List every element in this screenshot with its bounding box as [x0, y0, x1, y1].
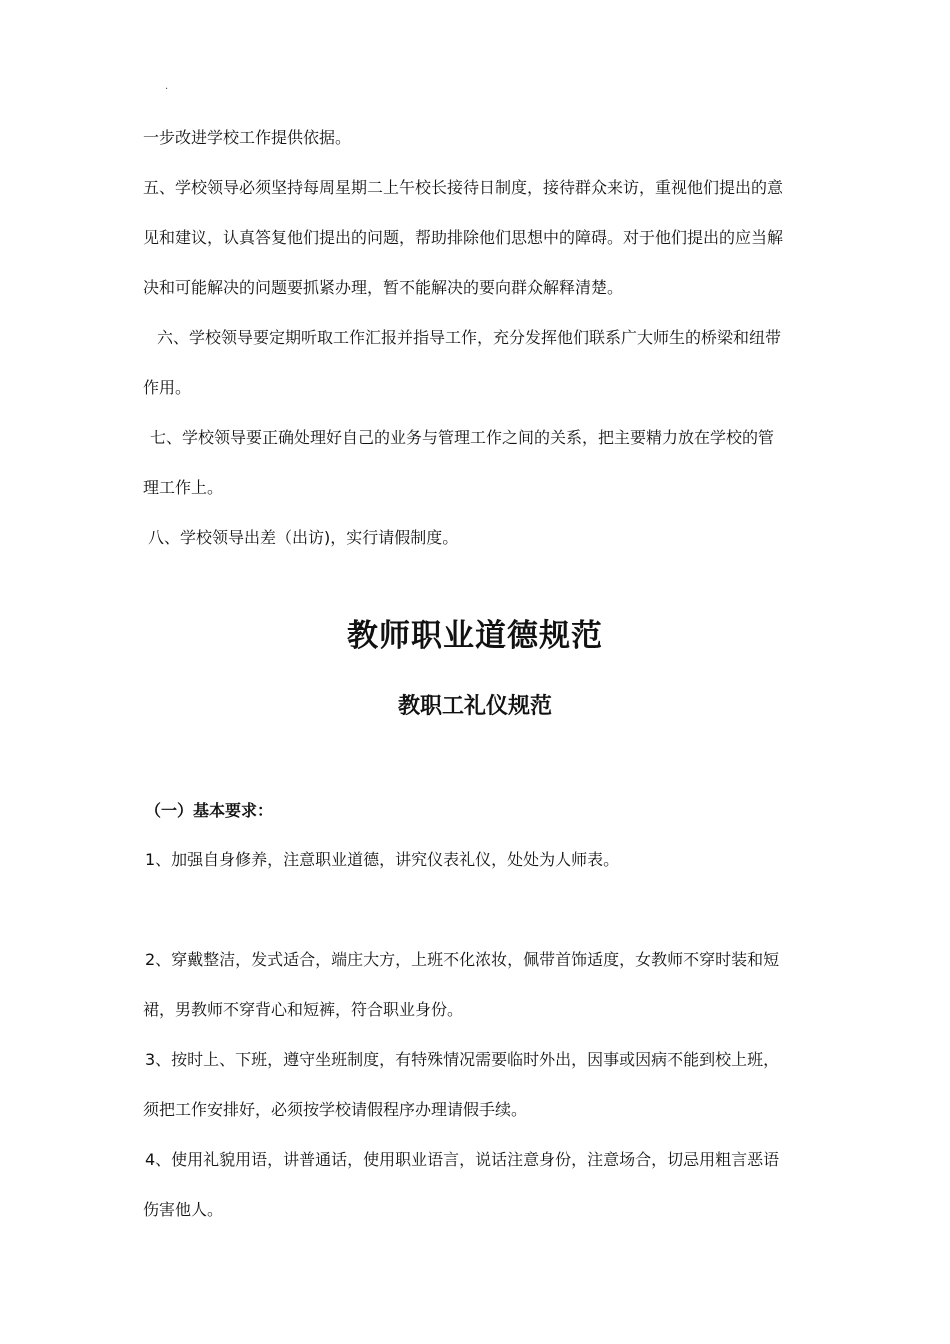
- paragraph-line: 见和建议，认真答复他们提出的问题，帮助排除他们思想中的障碍。对于他们提出的应当解: [143, 228, 784, 247]
- paragraph-line: 六、学校领导要定期听取工作汇报并指导工作，充分发挥他们联系广大师生的桥梁和纽带: [157, 328, 782, 347]
- paragraph-line: 3、按时上、下班，遵守坐班制度，有特殊情况需要临时外出，因事或因病不能到校上班，: [145, 1050, 780, 1069]
- paragraph-line: 作用。: [143, 378, 192, 397]
- paragraph-line: 五、学校领导必须坚持每周星期二上午校长接待日制度，接待群众来访，重视他们提出的意: [143, 178, 784, 197]
- paragraph-line: 七、学校领导要正确处理好自己的业务与管理工作之间的关系，把主要精力放在学校的管: [150, 428, 775, 447]
- page-marker: ·: [165, 84, 169, 95]
- paragraph-line: 八、学校领导出差（出访)，实行请假制度。: [148, 528, 459, 547]
- section-heading: （一）基本要求：: [145, 801, 274, 820]
- paragraph-line: 1、加强自身修养，注意职业道德，讲究仪表礼仪，处处为人师表。: [145, 850, 620, 869]
- paragraph-line: 伤害他人。: [143, 1200, 224, 1219]
- paragraph-line: 理工作上。: [143, 478, 224, 497]
- document-subtitle: 教职工礼仪规范: [397, 694, 552, 719]
- paragraph-line: 须把工作安排好，必须按学校请假程序办理请假手续。: [143, 1100, 528, 1119]
- document-title: 教师职业道德规范: [347, 618, 603, 654]
- paragraph-line: 4、使用礼貌用语，讲普通话，使用职业语言，说话注意身份，注意场合，切忌用粗言恶语: [145, 1150, 780, 1169]
- paragraph-line: 一步改进学校工作提供依据。: [143, 128, 352, 147]
- paragraph-line: 裙，男教师不穿背心和短裤，符合职业身份。: [143, 1000, 464, 1019]
- paragraph-line: 2、穿戴整洁，发式适合，端庄大方，上班不化浓妆，佩带首饰适度，女教师不穿时装和短: [145, 950, 780, 969]
- paragraph-line: 决和可能解决的问题要抓紧办理，暂不能解决的要向群众解释清楚。: [143, 278, 624, 297]
